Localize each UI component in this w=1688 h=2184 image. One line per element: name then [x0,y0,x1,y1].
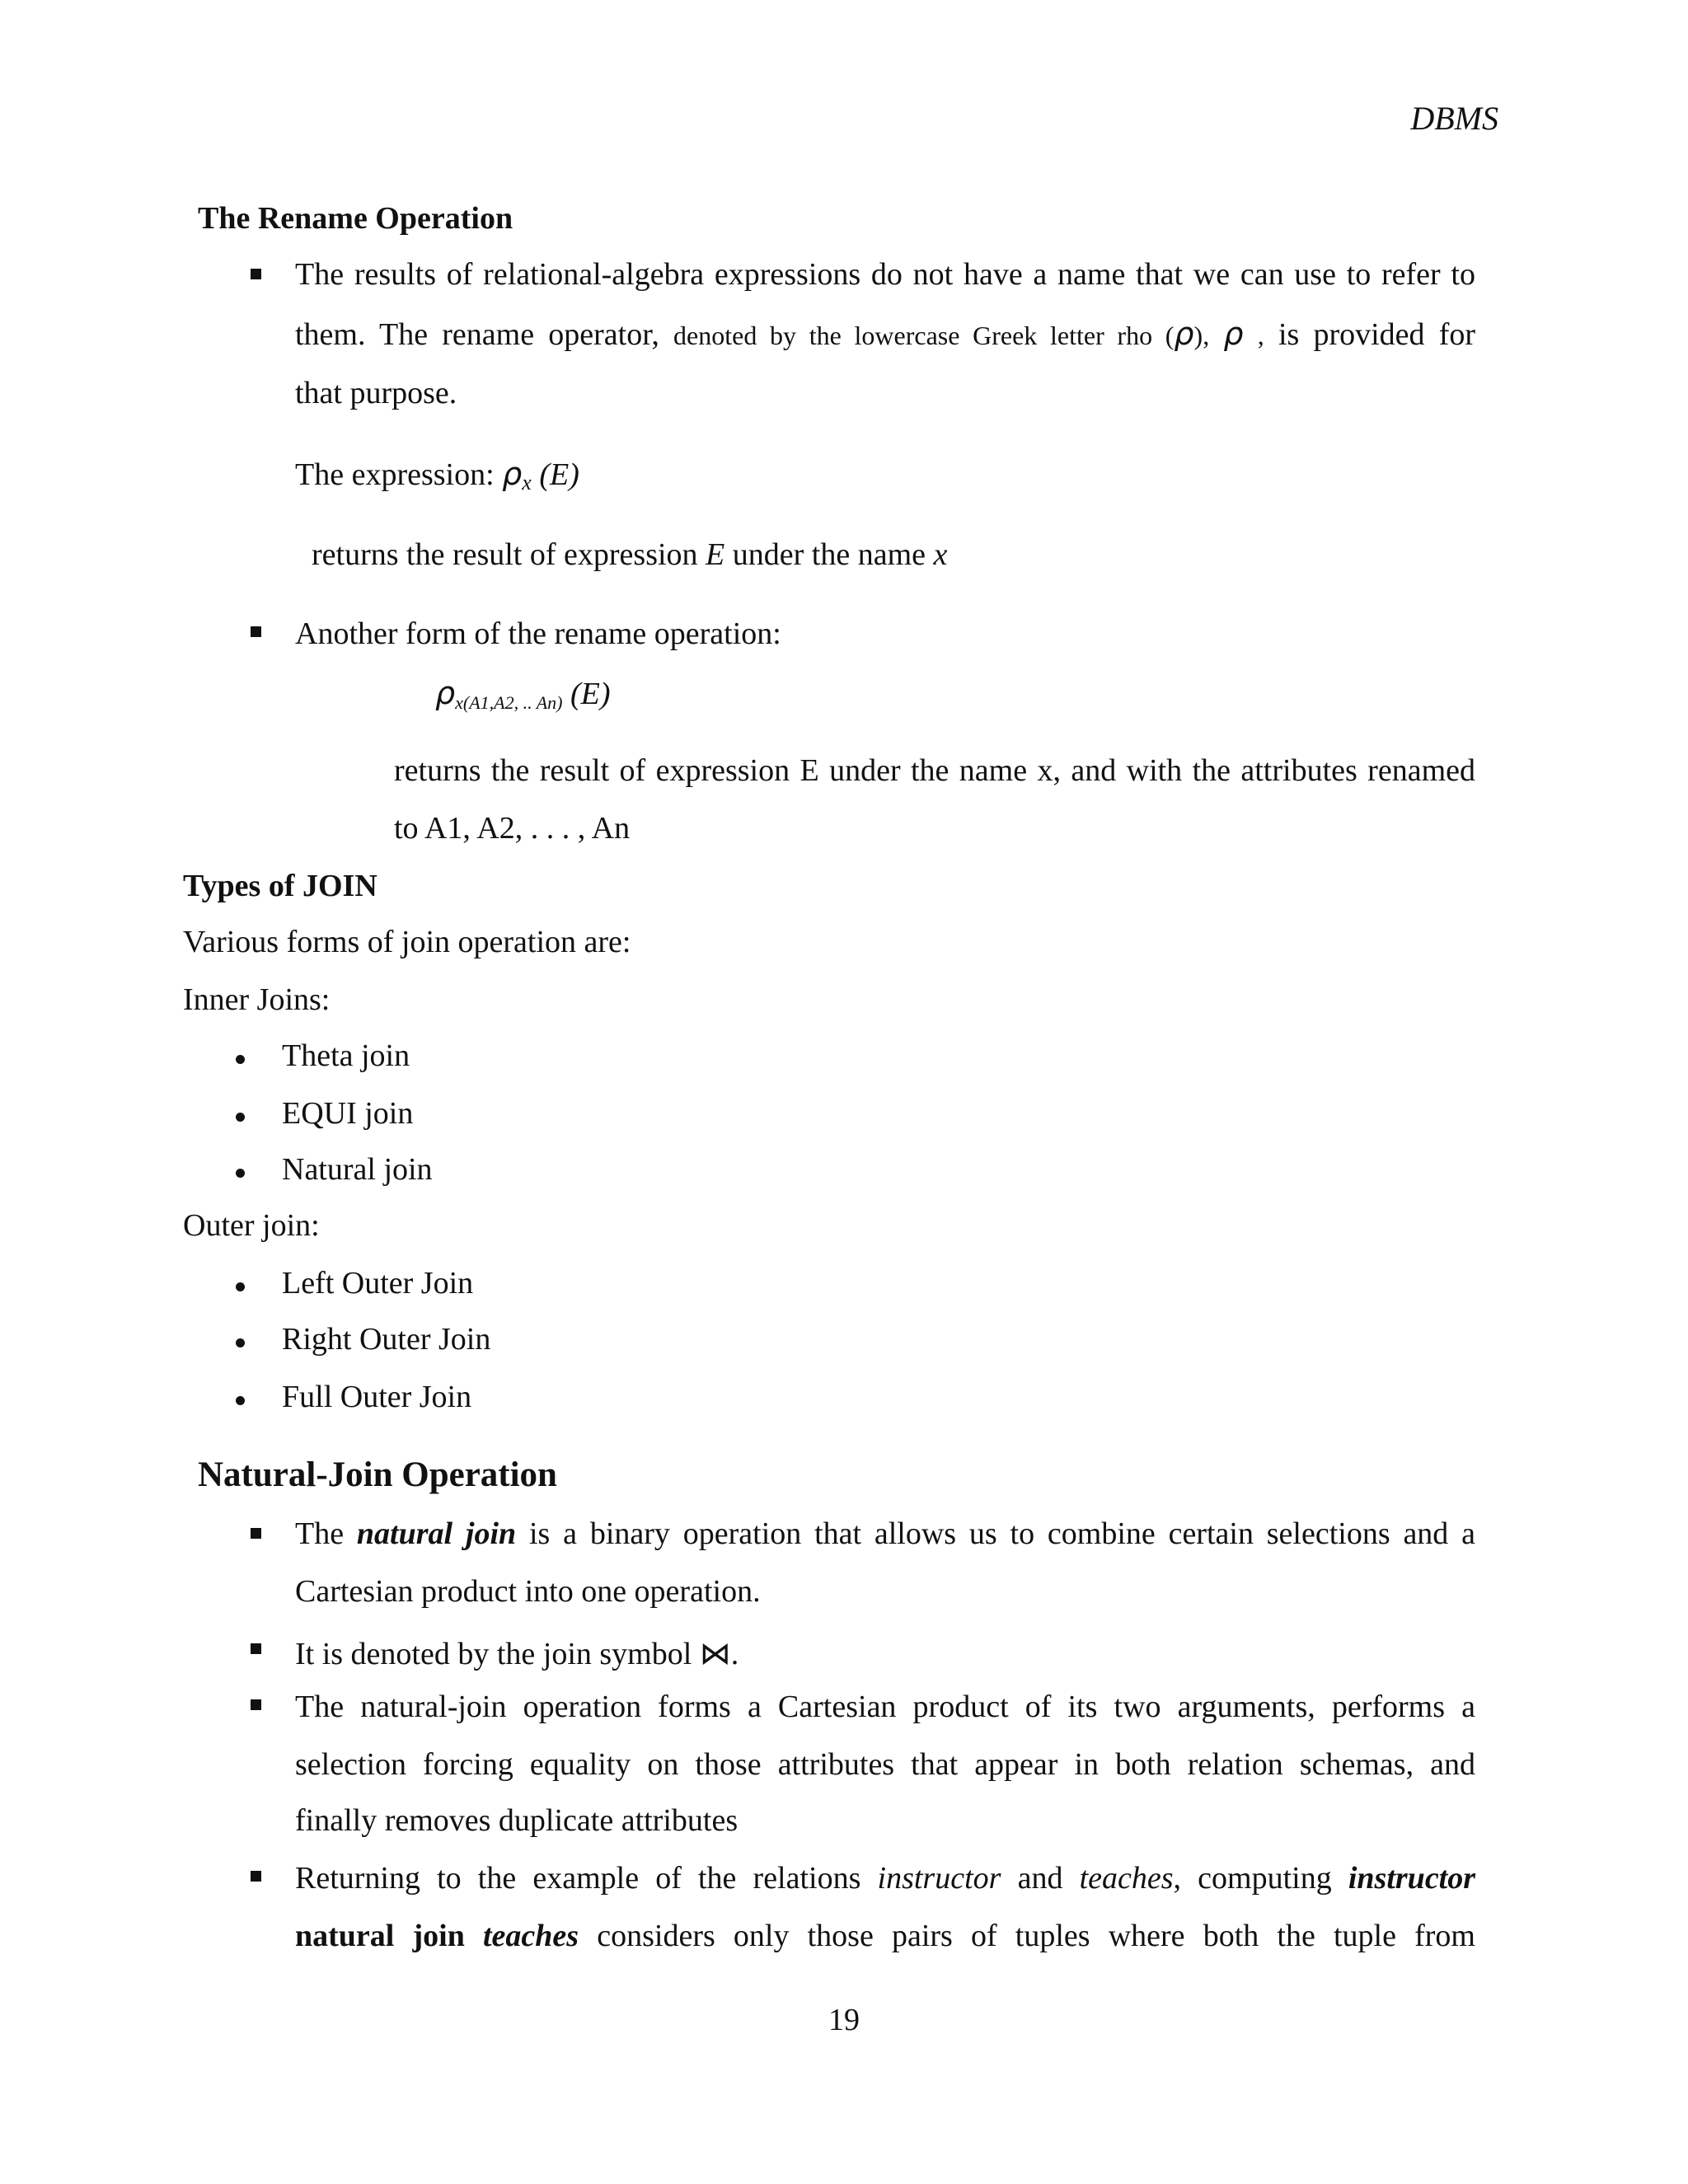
rename-bullet1-line1: The results of relational-algebra expressions do not have a name that we can use to refer to [295,257,1475,292]
list-item: EQUI join [282,1096,414,1131]
list-item: Full Outer Join [282,1380,472,1414]
rename-form2-expression: ρx(A1,A2, .. An) (E) [435,675,611,713]
running-header: DBMS [1410,100,1498,137]
outer-join-label: Outer join: [183,1208,320,1243]
natural-p2: It is denoted by the join symbol ⋈. [295,1637,739,1671]
rename-form2-line1: returns the result of expression E under the name x, and with the attributes renamed [394,753,1475,788]
natural-join-heading: Natural-Join Operation [198,1455,557,1494]
joins-intro: Various forms of join operation are: [183,925,631,959]
natural-p1-line2: Cartesian product into one operation. [295,1574,761,1609]
square-bullet-icon [251,1699,261,1710]
bullet-dot-icon [236,1169,245,1178]
square-bullet-icon [251,269,261,279]
rename-expression: The expression: $\rho_x$ (E) [295,456,579,494]
list-item: Right Outer Join [282,1322,491,1357]
list-item: Natural join [282,1152,433,1187]
natural-p3-line1: The natural-join operation forms a Cartesian product of its two arguments, performs a [295,1690,1475,1724]
natural-p3-line3: finally removes duplicate attributes [295,1803,738,1838]
square-bullet-icon [251,626,261,637]
natural-p4-line2: natural join teaches considers only those pairs of tuples where both the tuple from [295,1919,1475,1953]
rho-symbol: ρ [1174,316,1194,352]
bullet-dot-icon [236,1396,245,1405]
square-bullet-icon [251,1528,261,1539]
rename-form2-line2: to A1, A2, . . . , An [394,811,631,846]
types-of-join-heading: Types of JOIN [183,869,377,903]
bullet-dot-icon [236,1113,245,1122]
bullet-dot-icon [236,1282,245,1291]
list-item: Left Outer Join [282,1266,474,1301]
rename-returns: returns the result of expression E under the name x [312,537,948,572]
natural-p3-line2: selection forcing equality on those attributes that appear in both relation schemas, and [295,1747,1475,1782]
list-item: Theta join [282,1038,410,1073]
page-number: 19 [828,2003,860,2037]
natural-p4-line1: Returning to the example of the relations instructor and teaches, computing instructor [295,1861,1476,1896]
natural-p1-line1: The natural join is a binary operation that allows us to combine certain selections and a [295,1516,1475,1551]
bullet-dot-icon [236,1055,245,1064]
rename-heading: The Rename Operation [198,201,513,236]
rename-bullet1-line2: them. The rename operator, denoted by the lowercase Greek letter rho (ρ), ρ , is provided for [295,316,1476,352]
square-bullet-icon [251,1871,261,1882]
rename-bullet1-line3: that purpose. [295,376,457,410]
bullet-dot-icon [236,1338,245,1347]
inner-joins-label: Inner Joins: [183,982,331,1017]
square-bullet-icon [251,1643,261,1654]
rename-bullet2: Another form of the rename operation: [295,616,781,651]
